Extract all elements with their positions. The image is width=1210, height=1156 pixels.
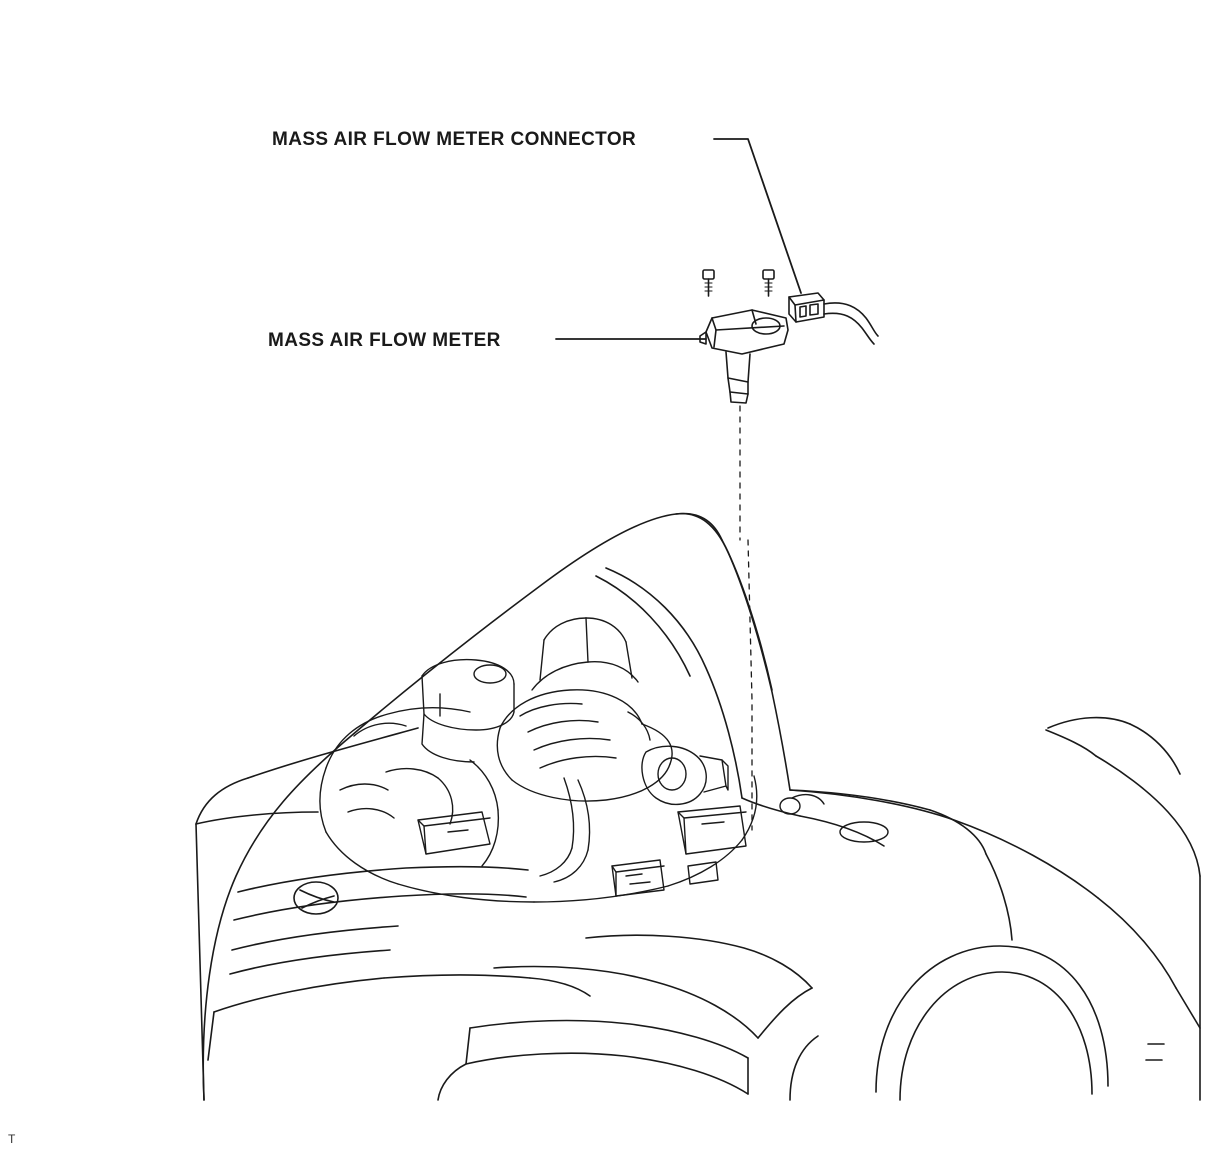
callout-label-mass-air-flow-meter: MASS AIR FLOW METER — [268, 330, 501, 351]
mounting-screw-left — [703, 270, 714, 296]
engine-compartment — [320, 618, 888, 902]
mass-air-flow-meter-connector — [789, 293, 824, 322]
connector-leader-line — [714, 139, 801, 293]
mounting-screw-right — [763, 270, 774, 296]
vehicle-body-outline — [196, 514, 1200, 1100]
callout-label-mass-air-flow-meter-connector: MASS AIR FLOW METER CONNECTOR — [272, 129, 637, 150]
page-corner-mark: T — [8, 1132, 16, 1146]
wire-harness — [824, 303, 878, 344]
installation-dashed-line — [740, 406, 752, 830]
mass-air-flow-meter-body — [700, 310, 788, 403]
